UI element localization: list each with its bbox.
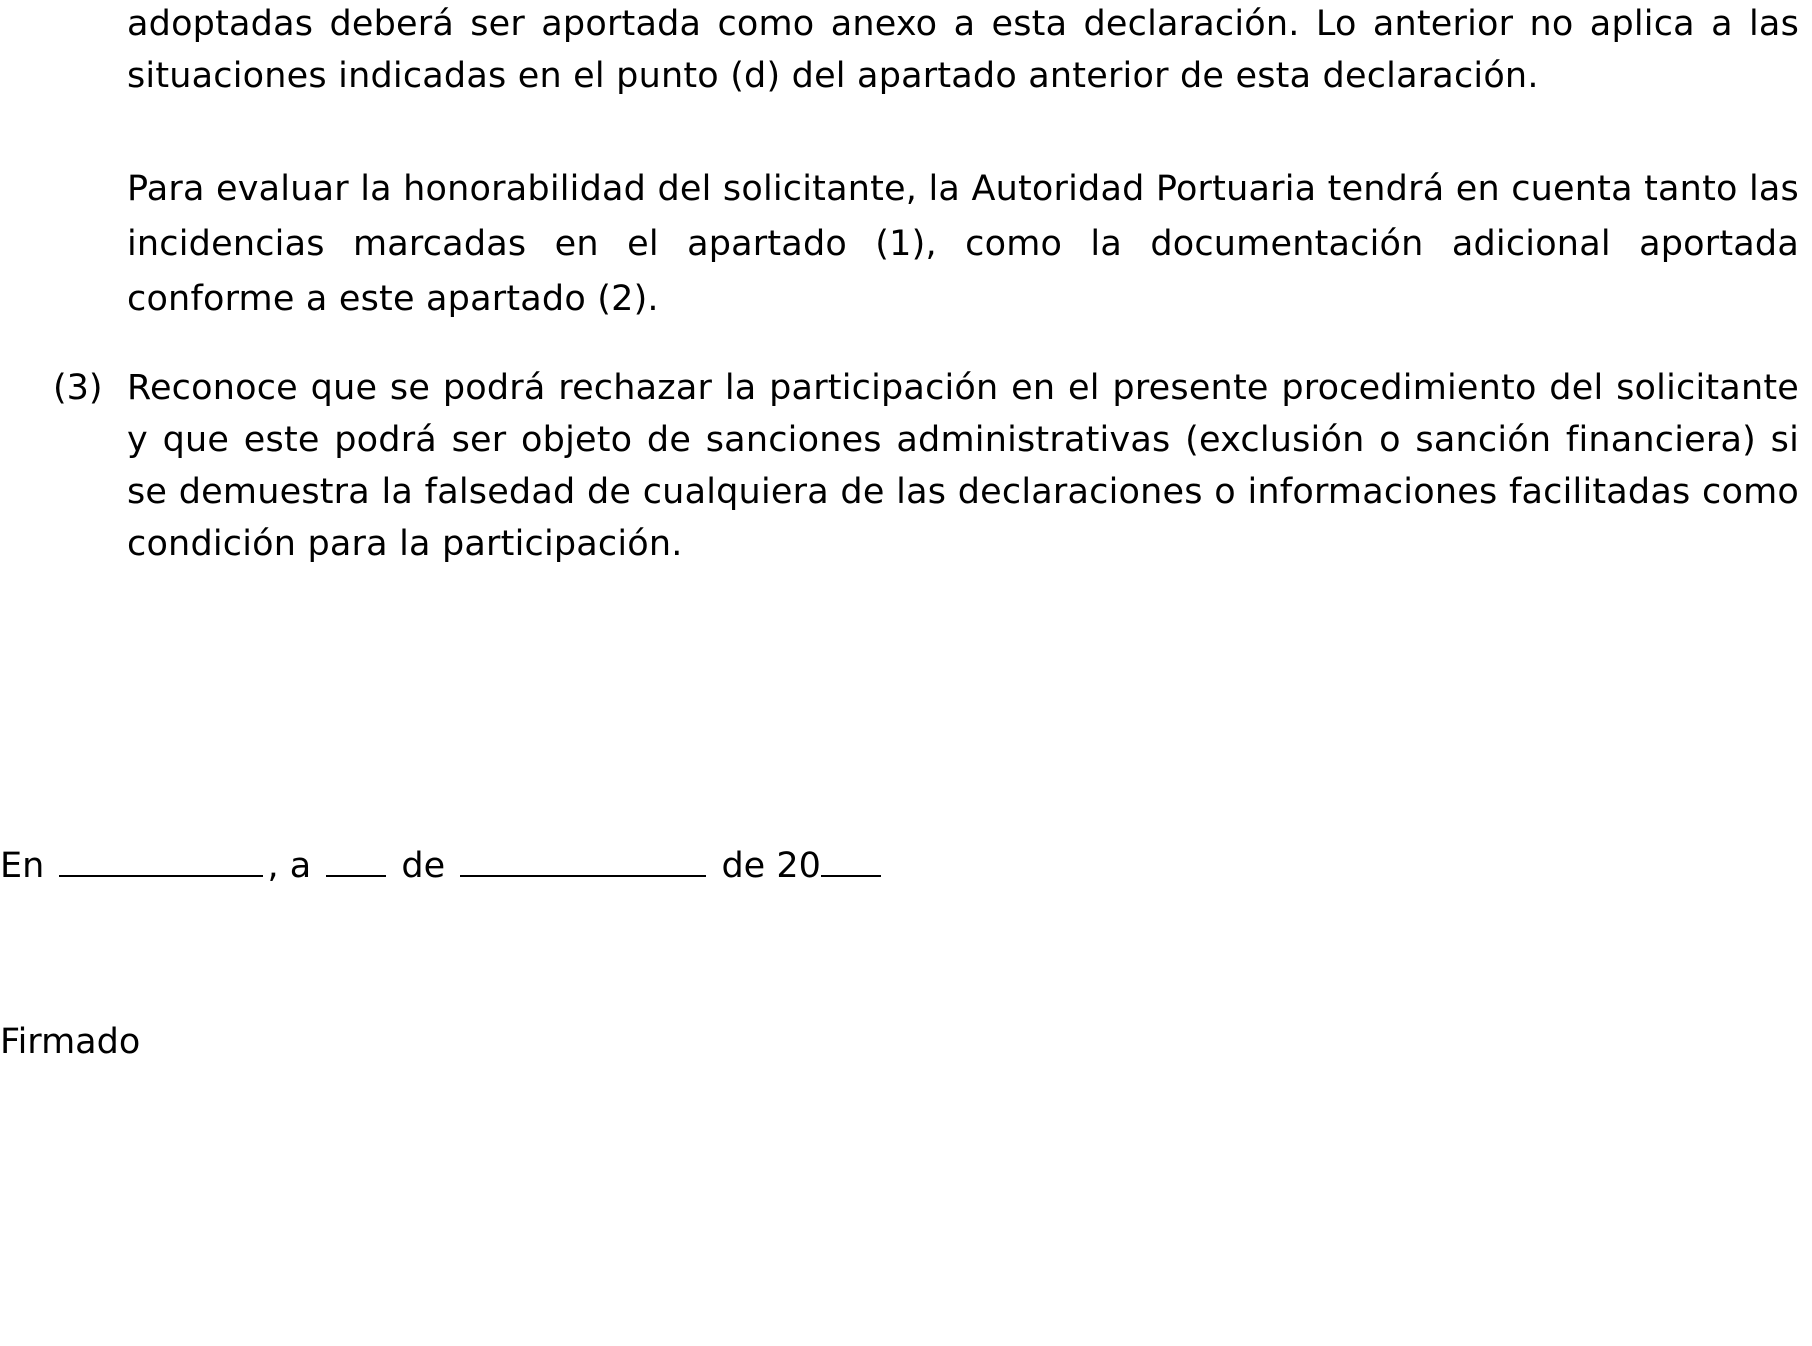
date-connector-a: , a (267, 846, 312, 886)
date-connector-de: de (401, 846, 446, 886)
place-date-line (0, 840, 885, 892)
day-blank-field[interactable] (326, 841, 386, 877)
paragraph-annex-note: adoptadas deberá ser aportada como anexo a esta declaración. Lo anterior no aplica a las situaciones indicadas en el punto (d) del apartado anterior de esta declaración. (127, 4, 1799, 96)
paragraph-honorability-evaluation: Para evaluar la honorabilidad del solicitante, la Autoridad Portuaria tendrá en cuenta tanto las incidencias marcadas en el apartado (1), como la documentación adicional aportada conforme a este apartado (2). (127, 169, 1799, 319)
item-number: (3) (53, 368, 103, 408)
city-blank-field[interactable] (59, 841, 263, 877)
date-prefix: En (0, 846, 45, 886)
item-text: Reconoce que se podrá rechazar la participación en el presente procedimiento del solicitante y que este podrá ser objeto de sanciones administrativas (exclusión o sanción financiera) si se demuestra la falsedad de cualquiera de las declaraciones o informaciones facilitadas como condición para la participación. (127, 368, 1799, 564)
signature-label: Firmado (0, 1022, 141, 1062)
month-blank-field[interactable] (460, 841, 706, 877)
year-prefix: de 20 (721, 846, 821, 886)
year-blank-field[interactable] (821, 841, 881, 877)
